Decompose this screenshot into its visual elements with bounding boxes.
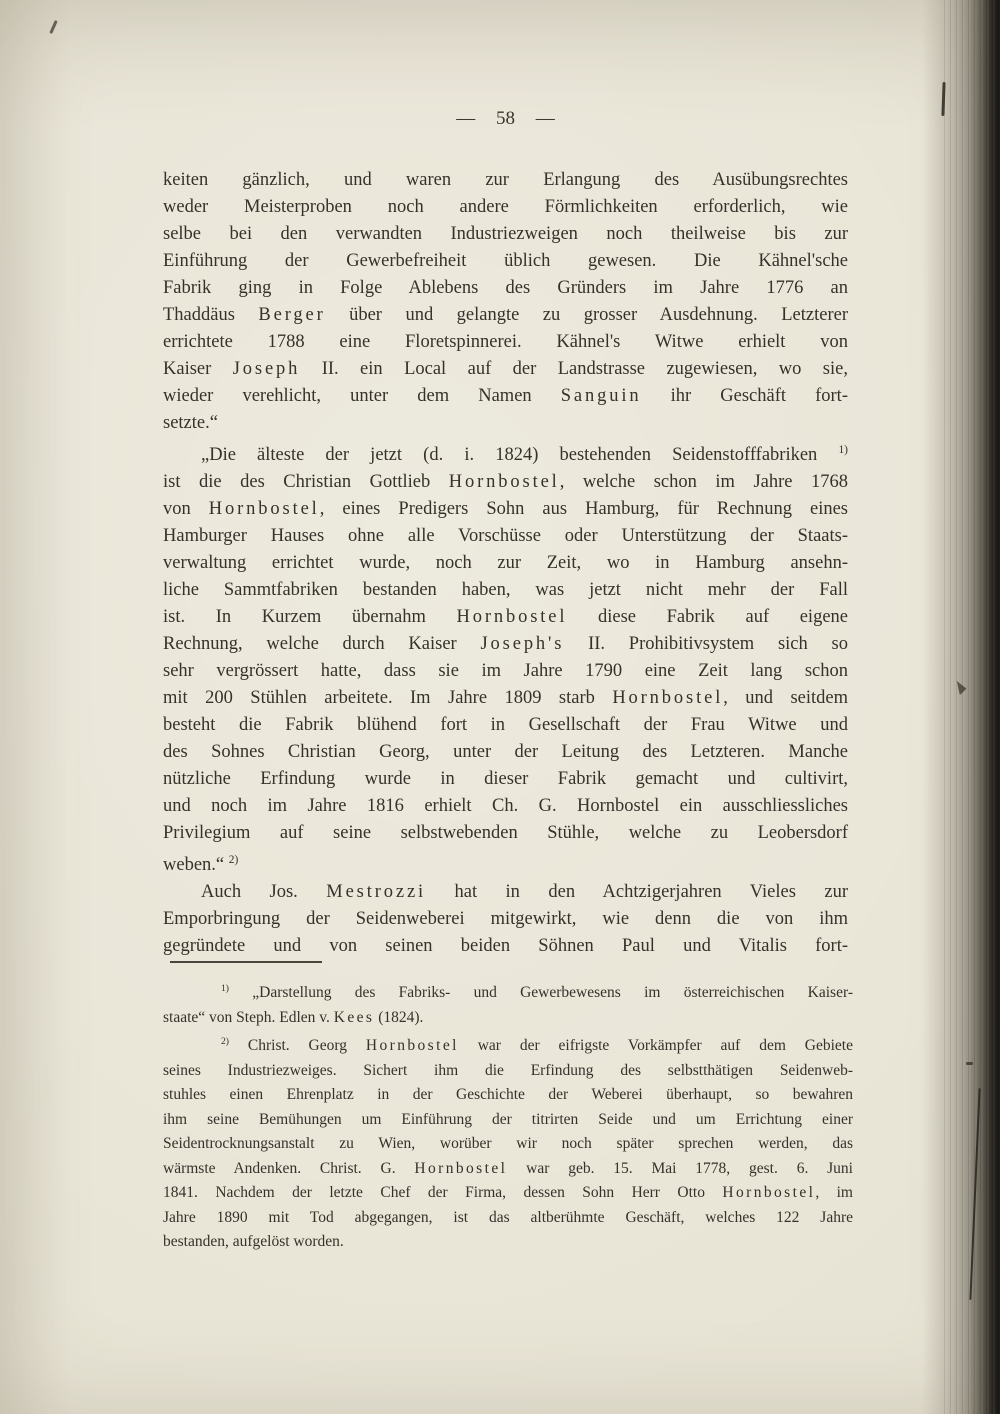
text-run: , welche schon im Jahre 1768	[559, 472, 849, 493]
text-run: mit 200 Stühlen arbeitete. Im Jahre 1809 starb	[163, 688, 613, 709]
text-run: ist die des Christian Gottlieb	[163, 472, 449, 493]
text-line	[163, 302, 848, 329]
text-line	[163, 248, 848, 275]
footnote-marker: 1)	[221, 983, 229, 994]
text-line	[163, 523, 848, 550]
spaced-name: Hornbostel	[612, 688, 724, 709]
text-run: Hamburger Hauses ohne alle Vorschüsse oder Unterstützung der Staats-	[163, 526, 848, 547]
text-line	[163, 167, 848, 194]
spaced-name: Hornbostel	[448, 472, 560, 493]
spaced-name: Hornbostel	[456, 607, 568, 628]
spaced-name: Kees	[333, 1008, 375, 1026]
text-run: Einführung der Gewerbefreiheit üblich gewesen. Die Kähnel'sche	[163, 251, 848, 271]
footnote-marker: 2)	[228, 854, 239, 867]
paragraph	[163, 977, 853, 1030]
text-line	[163, 1206, 853, 1231]
text-run: Privilegium auf seine selbstwebenden Stühle, welche zu Leobersdorf	[163, 823, 848, 844]
text-line	[163, 879, 848, 906]
footnote-marker: 1)	[838, 444, 848, 456]
text-run: verwaltung errichtet wurde, noch zur Zeit, wo in Hamburg ansehn-	[163, 553, 848, 574]
text-run: Fabrik ging in Folge Ablebens des Gründers im Jahre 1776 an	[163, 278, 848, 298]
text-line	[163, 1230, 853, 1255]
text-run: II. Prohibitivsystem sich so	[564, 634, 848, 655]
spaced-name: Hornbostel	[365, 1037, 459, 1055]
text-run: wieder verehlicht, unter dem Namen	[163, 386, 561, 406]
text-line	[163, 1108, 853, 1133]
text-line	[163, 496, 848, 523]
text-run: , und seitdem	[723, 688, 848, 709]
paragraph	[163, 167, 848, 437]
text-run: 1841. Nachdem der letzte Chef der Firma, dessen Sohn Herr Otto	[163, 1184, 723, 1202]
text-line	[163, 329, 848, 356]
body-text	[163, 167, 848, 960]
spaced-name: Hornbostel	[414, 1159, 508, 1177]
text-run: Rechnung, welche durch Kaiser	[163, 634, 481, 655]
text-run: Kaiser	[163, 359, 233, 379]
text-run: II. ein Local auf der Landstrasse zugewiesen, wo sie,	[300, 359, 848, 379]
text-run: besteht die Fabrik blühend fort in Gesellschaft der Frau Witwe und	[163, 715, 848, 736]
text-run: Thaddäus	[163, 305, 259, 325]
scan-artifact	[966, 1062, 973, 1065]
spaced-name: Sanguin	[560, 386, 642, 406]
text-run: errichtete 1788 eine Floretspinnerei. Kähnel's Witwe erhielt von	[163, 332, 848, 352]
paragraph	[163, 1030, 853, 1255]
text-run: setzte.“	[163, 413, 218, 433]
text-line	[163, 906, 848, 933]
text-run: ihm seine Bemühungen um Einführung der titrirten Seide und um Errichtung einer	[163, 1110, 853, 1128]
text-run: selbe bei den verwandten Industriezweigen noch theilweise bis zur	[163, 224, 848, 244]
spaced-name: Joseph	[232, 359, 301, 379]
text-line	[163, 739, 848, 766]
text-run: nützliche Erfindung wurde in dieser Fabrik gemacht und cultivirt,	[163, 769, 848, 790]
text-line	[163, 469, 848, 496]
text-line	[163, 383, 848, 410]
text-run: Auch Jos.	[201, 882, 327, 903]
spaced-name: Joseph's	[480, 634, 565, 655]
text-run: Jahre 1890 mit Tod abgegangen, ist das altberühmte Geschäft, welches 122 Jahre	[163, 1208, 853, 1226]
text-run: Christ. Georg	[229, 1037, 366, 1055]
text-run: wärmste Andenken. Christ. G.	[163, 1159, 415, 1177]
paragraph	[163, 437, 848, 879]
text-line	[163, 577, 848, 604]
text-run: über und gelangte zu grosser Ausdehnung. Letzterer	[325, 305, 848, 325]
text-run: gegründete und von seinen beiden Söhnen Paul und Vitalis fort-	[163, 936, 848, 957]
text-line	[163, 1030, 853, 1059]
footnotes	[163, 977, 853, 1255]
text-line	[163, 1132, 853, 1157]
text-line	[163, 766, 848, 793]
text-run: weben.“	[163, 855, 229, 876]
text-line	[163, 194, 848, 221]
spaced-name: Hornbostel	[722, 1184, 816, 1202]
text-run: und noch im Jahre 1816 erhielt Ch. G. Hornbostel ein ausschliessliches	[163, 796, 848, 817]
text-line	[163, 793, 848, 820]
text-line	[163, 437, 848, 469]
text-run: des Sohnes Christian Georg, unter der Leitung des Letzteren. Manche	[163, 742, 848, 763]
text-line	[163, 410, 848, 437]
text-run: , im	[815, 1184, 853, 1202]
scan-artifact	[49, 20, 57, 34]
text-run: Emporbringung der Seidenweberei mitgewirkt, wie denn die von ihm	[163, 909, 848, 930]
text-run: seines Industriezweiges. Sichert ihm die Erfindung des selbstthätigen Seidenweb-	[163, 1061, 853, 1079]
text-run: von	[163, 499, 209, 520]
text-line	[163, 977, 853, 1006]
text-run: (1824).	[374, 1008, 424, 1026]
text-line	[163, 847, 848, 879]
text-run: war der eifrigste Vorkämpfer auf dem Gebiete	[458, 1037, 853, 1055]
text-run: weder Meisterproben noch andere Förmlichkeiten erforderlich, wie	[163, 197, 848, 217]
text-line	[163, 1059, 853, 1084]
text-run: „Darstellung des Fabriks- und Gewerbewesens im österreichischen Kaiser-	[229, 984, 853, 1002]
text-run: liche Sammtfabriken bestanden haben, was jetzt nicht mehr der Fall	[163, 580, 848, 601]
text-run: bestanden, aufgelöst worden.	[163, 1233, 344, 1251]
text-line	[163, 1181, 853, 1206]
footnote-separator	[170, 961, 322, 963]
text-run: keiten gänzlich, und waren zur Erlangung des Ausübungsrechtes	[163, 170, 848, 190]
spaced-name: Hornbostel	[208, 499, 320, 520]
text-line	[163, 604, 848, 631]
text-run: „Die älteste der jetzt (d. i. 1824) bestehenden Seidenstofffabriken	[201, 445, 839, 466]
text-line	[163, 820, 848, 847]
text-run: , eines Predigers Sohn aus Hamburg, für Rechnung eines	[319, 499, 849, 520]
text-line	[163, 1157, 853, 1182]
page-number: — 58 —	[456, 108, 555, 129]
text-line	[163, 1006, 853, 1031]
text-run: sehr vergrössert hatte, dass sie im Jahre 1790 eine Zeit lang schon	[163, 661, 848, 682]
text-run: stuhles einen Ehrenplatz in der Geschichte der Weberei überhaupt, so bewahren	[163, 1086, 853, 1104]
text-line	[163, 658, 848, 685]
text-run: hat in den Achtzigerjahren Vieles zur	[426, 882, 848, 903]
text-line	[163, 685, 848, 712]
spaced-name: Mestrozzi	[326, 882, 427, 903]
text-run: diese Fabrik auf eigene	[567, 607, 848, 628]
text-run: staate“ von Steph. Edlen v.	[163, 1008, 334, 1026]
text-line	[163, 933, 848, 960]
text-line	[163, 631, 848, 658]
footnote-marker: 2)	[221, 1036, 229, 1048]
text-line	[163, 356, 848, 383]
text-line	[163, 712, 848, 739]
text-line	[163, 1083, 853, 1108]
text-run: Seidentrocknungsanstalt zu Wien, worüber wir noch später sprechen werden, das	[163, 1135, 853, 1153]
text-run: war geb. 15. Mai 1778, gest. 6. Juni	[507, 1159, 853, 1177]
spaced-name: Berger	[258, 305, 326, 325]
text-run: ihr Geschäft fort-	[641, 386, 848, 406]
text-line	[163, 550, 848, 577]
book-edge-streaks	[944, 0, 1000, 1414]
text-run: ist. In Kurzem übernahm	[163, 607, 457, 628]
text-line	[163, 275, 848, 302]
text-line	[163, 221, 848, 248]
paragraph	[163, 879, 848, 960]
